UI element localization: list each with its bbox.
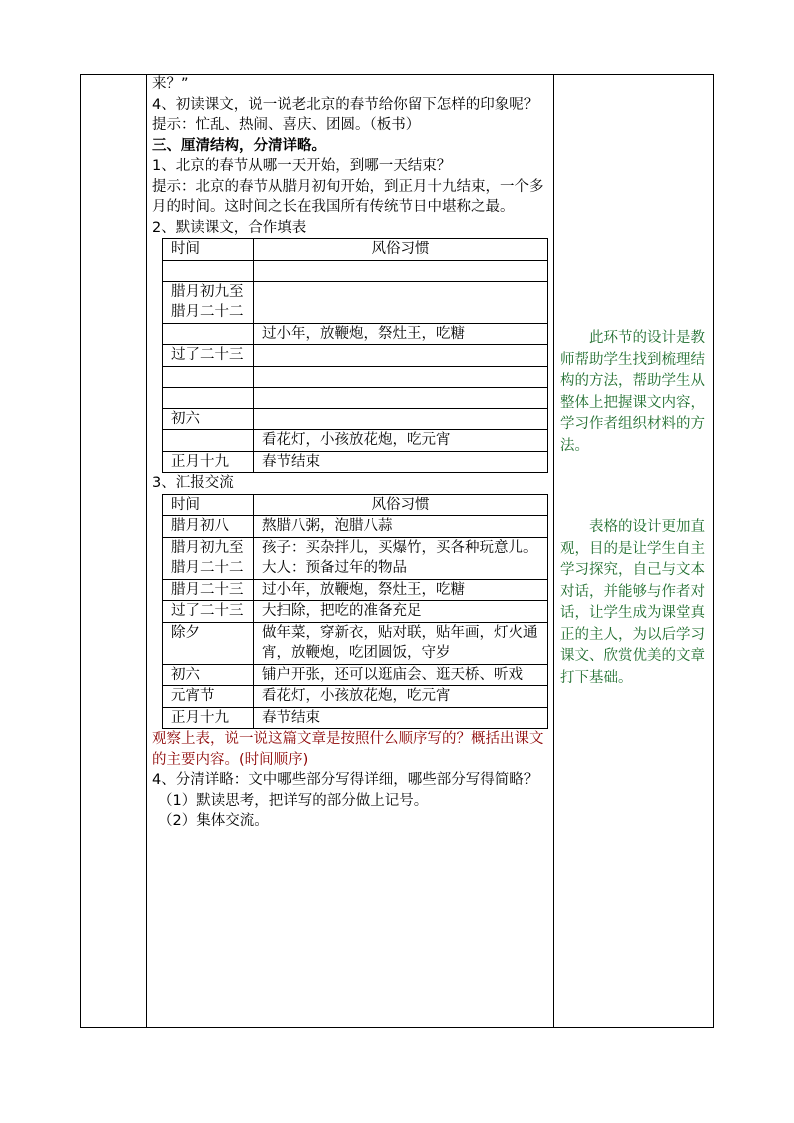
cell-custom-line: 熬腊八粥，泡腊八蒜 [262, 518, 393, 534]
cell-time: 过了二十三 [163, 601, 254, 623]
cell-time [163, 260, 254, 281]
cell-custom [254, 601, 548, 623]
question-2: 2、默读课文，合作填表 [152, 219, 307, 236]
cell-custom [254, 387, 548, 408]
table-header-row [163, 494, 548, 516]
cell-custom-line: 大人：预备过年的物品 [262, 560, 407, 576]
cell-custom [254, 260, 548, 281]
table-row [163, 664, 548, 686]
cell-time: 正月十九 [163, 707, 254, 729]
table-row [163, 622, 548, 664]
cell-time: 正月十九 [163, 451, 254, 473]
table-row [163, 430, 548, 452]
cell-time: 除夕 [163, 622, 254, 664]
step-1: （1）默读思考，把详写的部分做上记号。 [158, 792, 429, 809]
table-header-row [163, 239, 548, 261]
table-row [163, 686, 548, 708]
cell-time [163, 366, 254, 387]
cell-custom-line: 过小年，放鞭炮，祭灶王，吃糖 [262, 581, 465, 598]
table-row [163, 601, 548, 623]
table-row [163, 579, 548, 601]
report-table [162, 494, 548, 730]
cell-custom [254, 537, 548, 579]
table-row [163, 537, 548, 579]
table-row [163, 323, 548, 345]
table-row [163, 387, 548, 408]
header-time: 时间 [163, 239, 254, 261]
table-row [163, 281, 548, 323]
cell-custom [254, 622, 548, 664]
table-row [163, 366, 548, 387]
cell-time: 腊月初九至腊月二十二 [163, 537, 254, 579]
cell-custom: 春节结束 [254, 451, 548, 473]
observe-prompt: 观察上表，说一说这篇文章是按照什么顺序写的？概括出课文的主要内容。(时间顺序) [152, 731, 544, 768]
cell-custom [254, 516, 548, 538]
intro-line: 来？” [152, 76, 189, 92]
cell-custom [254, 579, 548, 601]
cell-custom [254, 408, 548, 430]
cell-custom [254, 281, 548, 323]
cell-custom [254, 686, 548, 708]
header-custom: 风俗习惯 [254, 239, 548, 261]
hint-4: 提示：忙乱、热闹、喜庆、团圆。（板书） [152, 117, 421, 133]
question-4: 4、初读课文，说一说老北京的春节给你留下怎样的印象呢？ [152, 96, 539, 113]
question-1: 1、北京的春节从哪一天开始，到哪一天结束？ [152, 158, 452, 174]
cell-custom-line: 看花灯，小孩放花炮，吃元宵 [262, 688, 451, 704]
fill-in-table [162, 238, 548, 473]
cell-custom: 过小年，放鞭炮，祭灶王，吃糖 [254, 323, 548, 345]
cell-time: 元宵节 [163, 686, 254, 708]
cell-time [163, 323, 254, 345]
design-notes [560, 328, 710, 689]
header-custom: 风俗习惯 [254, 494, 548, 516]
cell-custom-line: 铺户开张，还可以逛庙会、逛天桥、听戏 [262, 666, 523, 683]
cell-custom [254, 345, 548, 367]
hint-1: 提示：北京的春节从腊月初旬开始，到正月十九结束，一个多月的时间。这时间之长在我国所有传统节日中堪称之最。 [152, 178, 544, 215]
step-2: （2）集体交流。 [158, 813, 269, 829]
table-row [163, 345, 548, 367]
cell-time: 初六 [163, 664, 254, 686]
question-3: 3、汇报交流 [152, 475, 234, 491]
column-divider-left [146, 74, 147, 1028]
cell-time: 初六 [163, 408, 254, 430]
cell-custom [254, 707, 548, 729]
cell-custom-line: 大扫除，把吃的准备充足 [262, 603, 422, 619]
question-4-detail: 4、分清详略：文中哪些部分写得详细，哪些部分写得简略？ [152, 772, 539, 788]
section-3-heading: 三、厘清结构，分清详略。 [152, 137, 326, 154]
cell-custom-line: 春节结束 [262, 709, 320, 726]
cell-time: 腊月初八 [163, 516, 254, 538]
table-row [163, 516, 548, 538]
cell-custom [254, 366, 548, 387]
design-note-table: 表格的设计更加直观，目的是让学生自主学习探究，自己与文本对话，并能够与作者对话，让学生成为课堂真正的主人，为以后学习课文、欣赏优美的文章打下基础。 [560, 519, 705, 686]
cell-time [163, 387, 254, 408]
table-row [163, 260, 548, 281]
design-note-structure: 此环节的设计是教师帮助学生找到梳理结构的方法，帮助学生从整体上把握课文内容，学习作者组织材料的方法。 [560, 330, 705, 454]
header-time: 时间 [163, 494, 254, 516]
cell-custom-line: 做年菜，穿新衣，贴对联，贴年画，灯火通宵，放鞭炮，吃团圆饭，守岁 [262, 624, 538, 661]
cell-time: 腊月二十三 [163, 579, 254, 601]
table-row [163, 408, 548, 430]
cell-time [163, 430, 254, 452]
table-row [163, 707, 548, 729]
table-row [163, 451, 548, 473]
column-divider-right [553, 74, 554, 1028]
cell-custom: 看花灯，小孩放花炮，吃元宵 [254, 430, 548, 452]
cell-time: 腊月初九至腊月二十二 [163, 281, 254, 323]
cell-time: 过了二十三 [163, 345, 254, 367]
lesson-content [152, 74, 550, 832]
notes-spacer [560, 457, 710, 517]
cell-custom [254, 664, 548, 686]
cell-custom-line: 孩子：买杂拌儿，买爆竹，买各种玩意儿。 [262, 539, 538, 556]
